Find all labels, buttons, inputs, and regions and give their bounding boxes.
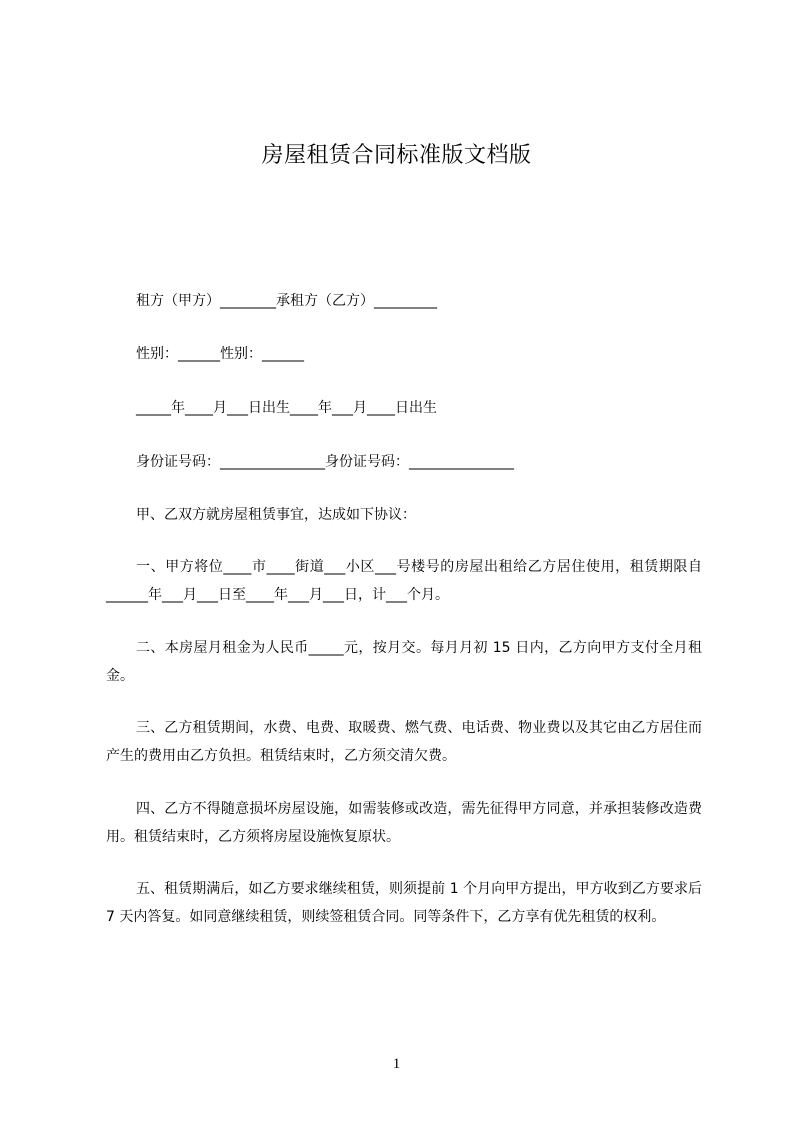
parties-names-line: 租方（甲方）________承租方（乙方）_________ — [136, 293, 437, 309]
clause-1: 一、甲方将位____市____街道___小区___号楼号的房屋出租给乙方居住使用，租赁期限自______年___月___日至____年___月___日，计___个月。 — [106, 559, 702, 603]
page-title: 房屋租赁合同标准版文档版 — [261, 143, 532, 168]
page-number: 1 — [392, 1056, 401, 1072]
intro-paragraph: 甲、乙双方就房屋租赁事宜，达成如下协议： — [136, 507, 416, 523]
clause-5: 五、租赁期满后，如乙方要求继续租赁，则须提前 1 个月向甲方提出，甲方收到乙方要求后 7 天内答复。如同意继续租赁，则续签租赁合同。同等条件下，乙方享有优先租赁的权利。 — [106, 881, 702, 925]
parties-id-line: 身份证号码：_______________身份证号码：_______________ — [136, 454, 514, 470]
parties-birth-line: _____年____月___日出生____年___月____日出生 — [136, 400, 437, 416]
parties-gender-line: 性别：______性别：______ — [136, 346, 304, 362]
clause-2: 二、本房屋月租金为人民币_____元，按月交。每月月初 15 日内，乙方向甲方支付全月租金。 — [106, 640, 702, 684]
clause-3: 三、乙方租赁期间，水费、电费、取暖费、燃气费、电话费、物业费以及其它由乙方居住而产生的费用由乙方负担。租赁结束时，乙方须交清欠费。 — [106, 720, 702, 764]
clause-4: 四、乙方不得随意损坏房屋设施，如需装修或改造，需先征得甲方同意，并承担装修改造费用。租赁结束时，乙方须将房屋设施恢复原状。 — [106, 801, 702, 845]
